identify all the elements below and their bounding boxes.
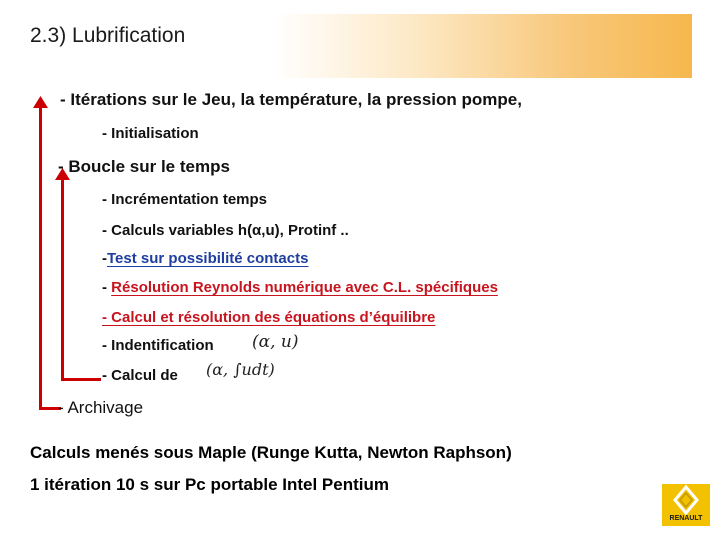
line-incrementation: - Incrémentation temps [102,191,268,208]
formula-alpha-u: (α, u) [252,332,299,352]
formula-alpha-integral: (α, ∫udt) [206,360,275,379]
line-calcul-de: - Calcul de [102,367,178,384]
line-iterations: - Itérations sur le Jeu, la température, la pression pompe, [60,90,522,109]
footer-maple: Calculs menés sous Maple (Runge Kutta, Newton Raphson) [30,443,512,462]
slide-title: 2.3) Lubrification [30,24,186,47]
line-calculs: - Calculs variables h(α,u), Protinf .. [102,222,349,239]
line-test [102,250,308,267]
line-resolution-prefix: - [102,279,112,296]
line-resolution [102,279,498,296]
outer-loop-arrowhead-icon [33,96,48,108]
line-resolution-text: Résolution Reynolds numérique avec C.L. spécifiques [111,279,498,296]
inner-loop-vertical [61,176,64,381]
line-test-prefix: - [102,250,107,267]
line-test-text: Test sur possibilité contacts [107,250,309,267]
inner-loop-bottom [61,378,101,381]
outer-loop-vertical [39,104,42,410]
line-identification: - Indentification [102,337,214,354]
renault-logo [662,484,710,526]
footer-iteration: 1 itération 10 s sur Pc portable Intel Pentium [30,475,389,494]
renault-logo-text: RENAULT [669,515,703,522]
line-initialisation: - Initialisation [102,125,199,142]
line-boucle: - Boucle sur le temps [58,157,230,176]
line-archivage: - Archivage [58,398,144,417]
renault-diamond-icon [662,484,710,516]
line-calcul-equations: - Calcul et résolution des équations d’équilibre [102,309,436,326]
